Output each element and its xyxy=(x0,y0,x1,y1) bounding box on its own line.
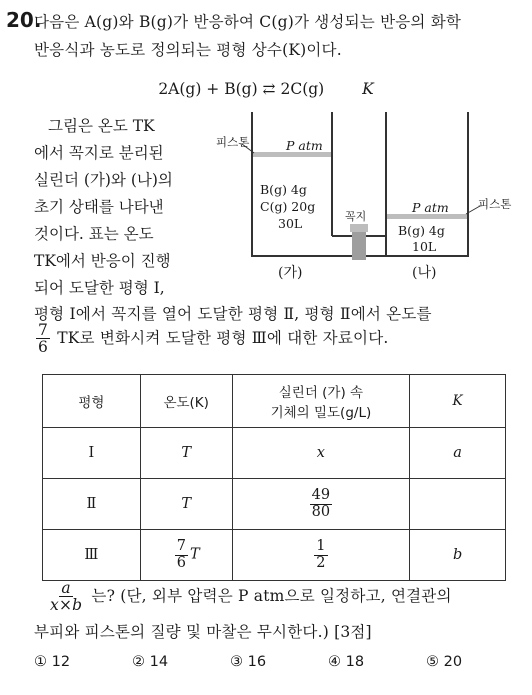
row3-temp-num: 7 xyxy=(176,538,186,555)
left-line-3: 실린더 (가)와 (나)의 xyxy=(34,171,173,189)
header-density-line2: 기체의 밀도(g/L) xyxy=(270,405,372,421)
left-line-7: 되어 도달한 평형 Ⅰ, xyxy=(34,279,165,297)
valve-handle xyxy=(350,224,368,232)
table-row xyxy=(43,428,506,479)
cyl-a-line3: 30L xyxy=(278,216,303,231)
row2-density xyxy=(232,479,410,530)
cyl-a-line2: C(g) 20g xyxy=(260,199,316,214)
left-line-2: 에서 꼭지로 분리된 xyxy=(34,144,164,162)
choice-1[interactable] xyxy=(34,654,132,670)
left-line-1: 그림은 온도 TK xyxy=(48,117,155,135)
row1-k: a xyxy=(410,428,506,479)
full-line-2 xyxy=(34,322,389,356)
choice-1-mark: ① xyxy=(34,654,47,670)
row2-density-num: 49 xyxy=(311,487,331,504)
cyl-a-name: (가) xyxy=(278,265,303,281)
ask-line-1 xyxy=(46,580,452,614)
row3-temp xyxy=(140,530,232,581)
full-line-2-rest: TK로 변화시켜 도달한 평형 Ⅲ에 대한 자료이다. xyxy=(57,328,389,347)
ask-frac-num: a xyxy=(61,579,71,597)
ask-line-1-rest: 는? (단, 외부 압력은 P atm으로 일정하고, 연결관의 xyxy=(91,586,452,605)
choice-5-mark: ⑤ xyxy=(426,654,439,670)
row2-k xyxy=(410,479,506,530)
question-number: 20. xyxy=(6,8,42,32)
choice-4-mark: ④ xyxy=(328,654,341,670)
intro-line-1: 다음은 A(g)와 B(g)가 반응하여 C(g)가 생성되는 반응의 화학 xyxy=(34,13,462,31)
row3-temp-frac xyxy=(175,539,188,570)
row1-density: x xyxy=(232,428,410,479)
row3-temp-var: T xyxy=(189,547,200,563)
cyl-a-line1: B(g) 4g xyxy=(260,182,307,197)
choice-2-value: 14 xyxy=(149,654,169,670)
cyl-b-pressure: P atm xyxy=(412,200,449,215)
intro-line-2: 반응식과 농도로 정의되는 평형 상수(K)이다. xyxy=(34,41,342,59)
left-line-4: 초기 상태를 나타낸 xyxy=(34,198,164,216)
header-temperature: 온도(K) xyxy=(140,375,232,428)
ask-fraction xyxy=(48,580,84,614)
left-line-6: TK에서 반응이 진행 xyxy=(34,252,171,270)
ask-frac-den: x×b xyxy=(50,596,83,615)
row3-density-den: 2 xyxy=(316,554,326,571)
cyl-b-line2: 10L xyxy=(412,239,437,254)
seven-sixths-fraction xyxy=(36,322,50,356)
row3-k: b xyxy=(410,530,506,581)
row3-eq: Ⅲ xyxy=(43,530,141,581)
valve-body xyxy=(352,232,366,260)
left-line-5: 것이다. 표는 온도 xyxy=(34,225,154,243)
header-density xyxy=(232,375,410,428)
choice-1-value: 12 xyxy=(51,654,71,670)
choice-3-mark: ③ xyxy=(230,654,243,670)
table-row xyxy=(43,479,506,530)
answer-choices xyxy=(34,654,462,670)
equation-text: 2A(g) + B(g) ⇄ 2C(g) xyxy=(158,80,325,98)
header-density-line1: 실린더 (가) 속 xyxy=(278,385,364,401)
valve-label: 꼭지 xyxy=(345,210,367,223)
choice-4[interactable] xyxy=(328,654,426,670)
choice-5[interactable] xyxy=(426,654,462,670)
frac-num: 7 xyxy=(38,321,49,339)
choice-2-mark: ② xyxy=(132,654,145,670)
choice-3-value: 16 xyxy=(247,654,267,670)
row3-density xyxy=(232,530,410,581)
reaction-equation xyxy=(0,80,532,98)
equation-k: K xyxy=(362,80,374,98)
piston-label-right: 피스톤 xyxy=(478,197,512,211)
row3-density-num: 1 xyxy=(316,538,326,555)
row1-eq: Ⅰ xyxy=(43,428,141,479)
row2-density-frac xyxy=(310,488,332,519)
cyl-a-pressure: P atm xyxy=(286,138,323,153)
row3-temp-den: 6 xyxy=(176,554,186,571)
header-k: K xyxy=(410,375,506,428)
choice-5-value: 20 xyxy=(443,654,463,670)
full-line-1: 평형 Ⅰ에서 꼭지를 열어 도달한 평형 Ⅱ, 평형 Ⅱ에서 온도를 xyxy=(34,305,432,323)
cylinder-diagram xyxy=(216,108,528,290)
header-equilibrium: 평형 xyxy=(43,375,141,428)
choice-2[interactable] xyxy=(132,654,230,670)
choice-4-value: 18 xyxy=(345,654,365,670)
row3-density-frac xyxy=(314,539,327,570)
row2-density-den: 80 xyxy=(311,503,331,520)
choice-3[interactable] xyxy=(230,654,328,670)
table-row xyxy=(43,530,506,581)
ask-line-2: 부피와 피스톤의 질량 및 마찰은 무시한다.) [3점] xyxy=(34,623,372,641)
cyl-b-line1: B(g) 4g xyxy=(398,223,445,238)
table-header-row xyxy=(43,375,506,428)
frac-den: 6 xyxy=(38,338,49,357)
row2-temp: T xyxy=(140,479,232,530)
equilibrium-table xyxy=(42,374,506,581)
row1-temp: T xyxy=(140,428,232,479)
row2-eq: Ⅱ xyxy=(43,479,141,530)
piston-label-left: 피스톤 xyxy=(216,135,250,149)
cyl-b-name: (나) xyxy=(412,265,437,281)
